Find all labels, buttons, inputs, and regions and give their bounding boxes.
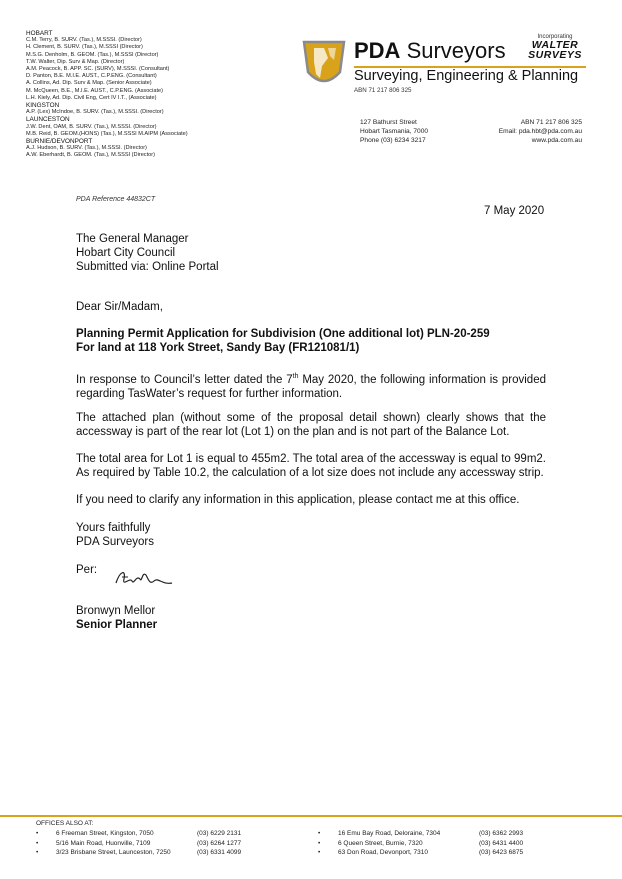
letter-date: 7 May 2020: [484, 205, 545, 217]
office-phone: (03) 6229 2131: [197, 830, 242, 837]
bullet-icon: •: [318, 830, 321, 837]
bullet-icon: •: [36, 839, 39, 847]
staff-member: A.P. (Lex) McIndoe, B. SURV. (Tas.), M.SSSI. (Director): [26, 109, 164, 116]
office-street: 5/16 Main Road, Huonville, 7109: [56, 839, 151, 847]
recipient-line: Submitted via: Online Portal: [76, 261, 219, 273]
bullet-icon: •: [36, 830, 39, 837]
footer-gold-rule: [0, 815, 622, 817]
salutation: Dear Sir/Madam,: [76, 301, 163, 313]
offices-label: OFFICES ALSO AT:: [36, 820, 94, 827]
staff-member: M.S.G. Denholm, B. GEOM. (Tas.), M.SSSI (Director): [26, 51, 159, 58]
office-street: 6 Queen Street, Burnie, 7320: [338, 839, 423, 847]
address-line: Hobart Tasmania, 7000: [360, 128, 429, 135]
office-address: [360, 118, 428, 145]
header-abn: ABN 71 217 806 325: [354, 87, 412, 94]
contact-email[interactable]: Email: pda.hbt@pda.com.au: [498, 128, 582, 135]
staff-region-heading: BURNIE/DEVONPORT: [26, 138, 93, 146]
paragraph-contact: If you need to clarify any information in this application, please contact me at this office.: [76, 494, 520, 506]
signer-title: Senior Planner: [76, 619, 158, 631]
contact-block: [484, 118, 582, 145]
office-phone: (03) 6264 1277: [197, 839, 242, 847]
staff-region-heading: LAUNCESTON: [26, 116, 70, 124]
office-street: 6 Freeman Street, Kingston, 7050: [56, 830, 154, 837]
paragraph-response: [76, 370, 546, 401]
closing: [76, 521, 154, 549]
subject-line: Planning Permit Application for Subdivision (One additional lot) PLN-20-259: [76, 328, 490, 340]
office-row: [318, 839, 523, 849]
tagline: Surveying, Engineering & Planning: [354, 68, 579, 84]
subject: [76, 327, 490, 355]
staff-list: [26, 30, 188, 160]
staff-member: C.M. Terry, B. SURV. (Tas.), M.SSSI. (Director): [26, 37, 142, 44]
staff-member: L.H. Kiely, Ad. Dip. Civil Eng, Cert IV I.T., (Associate): [26, 94, 157, 101]
staff-member: A.J. Hudson, B. SURV. (Tas.), M.SSSI. (Director): [26, 145, 147, 152]
office-phone: (03) 6423 6875: [479, 849, 524, 856]
per-label: Per:: [76, 564, 98, 576]
superscript: th: [292, 373, 299, 380]
walter-text: WALTER: [531, 39, 579, 51]
staff-member: H. Clement, B. SURV. (Tas.), M.SSSI (Director): [26, 44, 143, 51]
contact-website[interactable]: www.pda.com.au: [531, 137, 582, 144]
walter-surveys-logo: [525, 34, 585, 60]
address-phone: Phone (03) 6234 3217: [360, 137, 426, 144]
pda-logo-icon: [300, 38, 348, 90]
staff-member: J.W. Dent, OAM, B. SURV. (Tas.), M.SSSI. (Director): [26, 123, 157, 130]
offices-left-column: [36, 829, 241, 858]
office-street: 63 Don Road, Devonport, 7310: [338, 849, 428, 856]
closing-line: PDA Surveyors: [76, 536, 154, 548]
office-phone: (03) 6331 4099: [197, 849, 242, 856]
offices-right-column: [318, 829, 523, 858]
recipient-line: Hobart City Council: [76, 247, 176, 259]
bullet-icon: •: [318, 839, 321, 847]
staff-member: A. Collins, Ad. Dip. Surv & Map. (Senior Associate): [26, 80, 152, 87]
contact-abn: ABN 71 217 806 325: [520, 119, 582, 126]
office-row: [318, 829, 523, 839]
staff-member: M.B. Reid, B. GEOM.(HONS) (Tas.), M.SSSI M.AIPM (Associate): [26, 130, 188, 137]
staff-region-heading: HOBART: [26, 30, 53, 37]
staff-member: A.M. Peacock, B. APP. SC. (SURV), M.SSSI. (Consultant): [26, 66, 170, 73]
paragraph-text: May 2020, the following information is provided regarding TasWater’s request for further information.: [76, 373, 546, 400]
staff-member: A.W. Eberhardt, B. GEOM. (Tas.), M.SSSI (Director): [26, 152, 155, 159]
office-row: [36, 839, 241, 849]
staff-region-heading: KINGSTON: [26, 102, 60, 110]
staff-member: T.W. Walter, Dip. Surv & Map. (Director): [26, 58, 125, 65]
office-phone: (03) 6431 4400: [479, 839, 524, 847]
office-street: 16 Emu Bay Road, Deloraine, 7304: [338, 830, 441, 837]
bullet-icon: •: [318, 849, 321, 856]
office-street: 3/23 Brisbane Street, Launceston, 7250: [56, 849, 171, 856]
signature-icon: [112, 563, 176, 593]
brand-bold: PDA: [354, 38, 401, 63]
incorporating-label: Incorporating: [537, 34, 573, 40]
recipient-line: The General Manager: [76, 233, 189, 245]
address-line: 127 Bathurst Street: [360, 119, 417, 126]
bullet-icon: •: [36, 849, 39, 856]
signer-name: Bronwyn Mellor: [76, 605, 156, 617]
signer-block: [76, 604, 157, 632]
paragraph-area: The total area for Lot 1 is equal to 455m2. The total area of the accessway is equal to 99m2. As required by Table 10.2, the calculation of a lot size does not include any accessway strip.: [76, 453, 546, 479]
office-row: [318, 848, 523, 858]
office-row: [36, 848, 241, 858]
recipient-block: [76, 232, 219, 274]
paragraph-plan: The attached plan (without some of the proposal detail shown) clearly shows that the accessway is part of the rear lot (Lot 1) on the plan and is not part of the Balance Lot.: [76, 412, 546, 438]
brand-rest: Surveyors: [400, 38, 506, 63]
pda-reference: PDA Reference 44832CT: [76, 196, 156, 203]
office-phone: (03) 6362 2993: [479, 830, 524, 837]
subject-line: For land at 118 York Street, Sandy Bay (FR121081/1): [76, 342, 360, 354]
surveys-text: SURVEYS: [528, 49, 582, 61]
staff-member: D. Panton, B.E. M.I.E. AUST., C.P.ENG. (Consultant): [26, 73, 157, 80]
staff-member: M. McQueen, B.E., M.I.E. AUST., C.P.ENG. (Associate): [26, 87, 163, 94]
brand-name: [354, 38, 506, 64]
closing-line: Yours faithfully: [76, 522, 151, 534]
office-row: [36, 829, 241, 839]
paragraph-text: In response to Council’s letter dated the 7: [76, 373, 293, 386]
